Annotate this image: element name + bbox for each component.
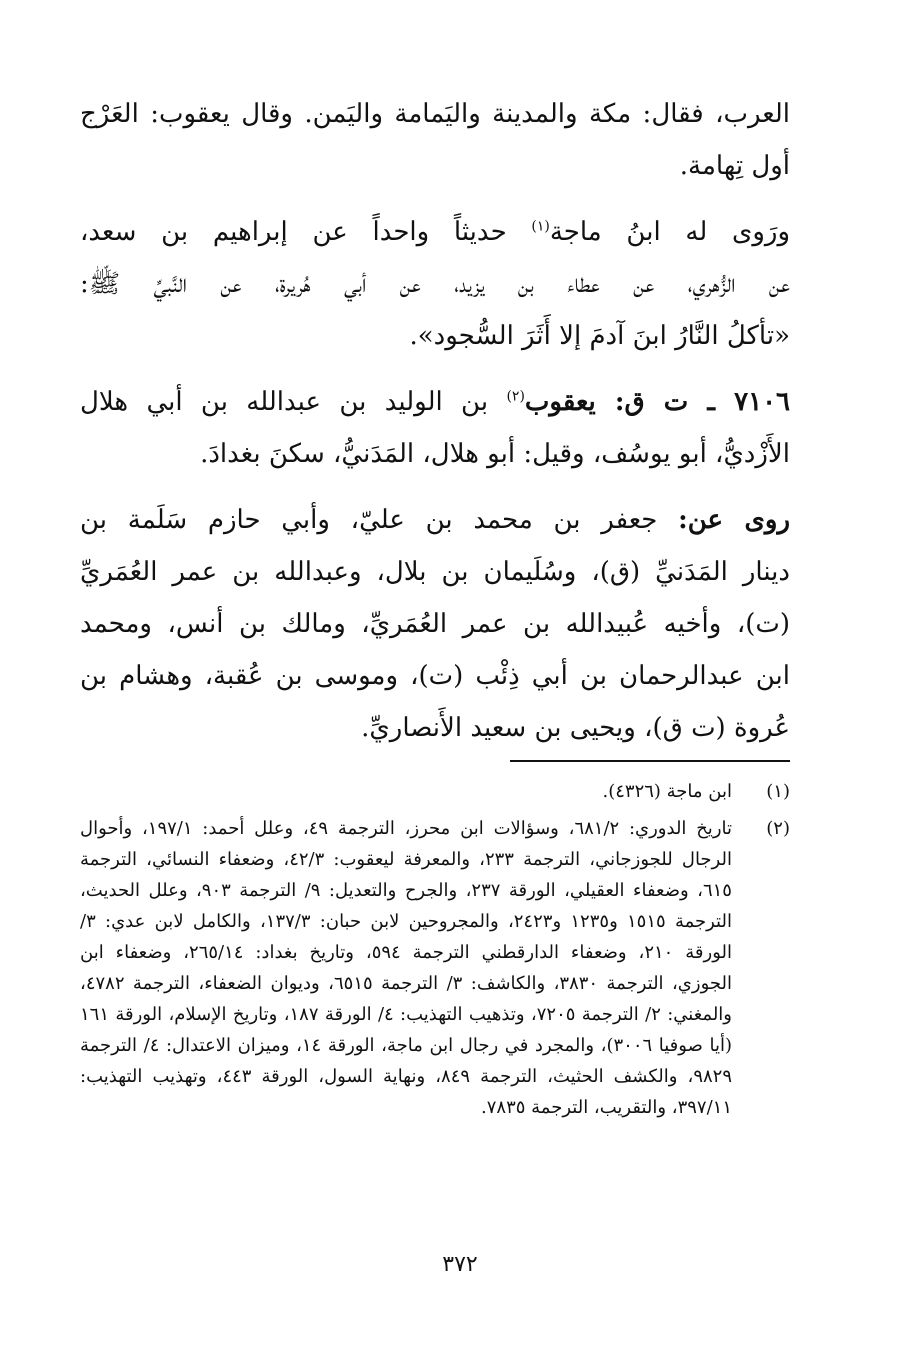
text-fragment: جعفر بن محمد بن عليّ، وأبي حازم سَلَمة بن (80, 505, 679, 535)
section-lead: روى عن: (678, 505, 790, 535)
footnote-number: (٢) (766, 818, 790, 839)
text-line: (ت)، وأخيه عُبيدالله بن عمر العُمَريِّ، ومالك بن أنس، ومحمد (80, 609, 790, 639)
text-line: أول تِهامة. (679, 151, 790, 181)
text-line: العرب، فقال: مكة والمدينة واليَمامة واليَمن. وقال يعقوب: العَرْج (80, 99, 790, 129)
paragraph-1 (80, 88, 790, 192)
page-number: ٣٧٢ (442, 1252, 478, 1277)
footnotes (80, 776, 790, 1129)
text-line (80, 494, 790, 546)
text-line: الأَزْديُّ، أبو يوسُف، وقيل: أبو هلال، المَدَنيُّ، سكنَ بغدادَ. (200, 439, 790, 469)
text-line: دينار المَدَنيِّ (ق)، وسُلَيمان بن بلال، وعبدالله بن عمر العُمَريِّ (80, 557, 790, 587)
paragraph-2 (80, 206, 790, 362)
main-text (80, 88, 790, 768)
footnote-ref: (٢) (506, 388, 525, 405)
text-line: ابن عبدالرحمان بن أبي ذِئْب (ت)، وموسى بن عُقبة، وهشام بن (80, 661, 790, 691)
text-line (80, 206, 790, 258)
footnote-text: ابن ماجة (٤٣٢٦). (602, 781, 732, 802)
footnote-divider (510, 760, 790, 762)
text-line (80, 376, 790, 428)
paragraph-4 (80, 494, 790, 754)
text-line: «تأكلُ النَّارُ ابنَ آدمَ إلا أَثَرَ السُّجود». (409, 321, 790, 351)
text-fragment: حديثاً واحداً عن إبراهيم بن سعد، (80, 217, 532, 247)
footnote-1 (80, 776, 790, 807)
paragraph-3 (80, 376, 790, 480)
footnote-text: تاريخ الدوري: ٦٨١/٢، وسؤالات ابن محرز، الترجمة ٤٩، وعلل أحمد: ١٩٧/١، وأحوال الرجال للجوزجاني، الترجمة ٢٣٣، والمعرفة ليعقوب: ٤٢/٣، وضعفاء النسائي، الترجمة ٦١٥، وضعفاء العقيلي، الورقة ٢٣٧، والجرح والتعديل: ٩/ الترجمة ٩٠٣، وعلل الحديث، الترجمة ١٥١٥ و١٢٣٥ و٢٤٢٣، والمجروحين لابن حبان: ١٣٧/٣، والكامل لابن عدي: ٣/ الورقة ٢١٠، وضعفاء الدارقطني الترجمة ٥٩٤، وتاريخ بغداد: ٢٦٥/١٤، وضعفاء ابن الجوزي، الترجمة ٣٨٣٠، والكاشف: ٣/ الترجمة ٦٥١٥، وديوان الضعفاء، الترجمة ٤٧٨٢، والمغني: ٢/ الترجمة ٧٢٠٥، وتذهيب التهذيب: ٤/ الورقة ١٨٧، وتاريخ الإسلام، الورقة ١٦١ (أيا صوفيا ٣٠٠٦)، والمجرد في رجال ابن ماجة، الورقة ١٤، وميزان الاعتدال: ٤/ الترجمة ٩٨٢٩، والكشف الحثيث، الترجمة ٨٤٩، ونهاية السول، الورقة ٤٤٣، وتهذيب التهذيب: ٣٩٧/١١، والتقريب، الترجمة ٧٨٣٥. (80, 818, 733, 1118)
footnote-ref: (١) (531, 218, 550, 235)
entry-number: ٧١٠٦ ـ ت ق: يعقوب (524, 387, 790, 417)
text-line: عُروة (ت ق)، ويحيى بن سعيد الأَنصاريِّ. (361, 713, 790, 743)
text-fragment: بن الوليد بن عبدالله بن أبي هلال (80, 387, 507, 417)
text-line: عن الزُّهري، عن عطاء بن يزيد، عن أبي هُريرة، عن النَّبيِّ ﷺ: (80, 269, 790, 299)
footnote-2 (80, 813, 790, 1123)
footnote-number: (١) (766, 781, 790, 802)
text-fragment: ورَوى له ابنُ ماجة (549, 217, 790, 247)
